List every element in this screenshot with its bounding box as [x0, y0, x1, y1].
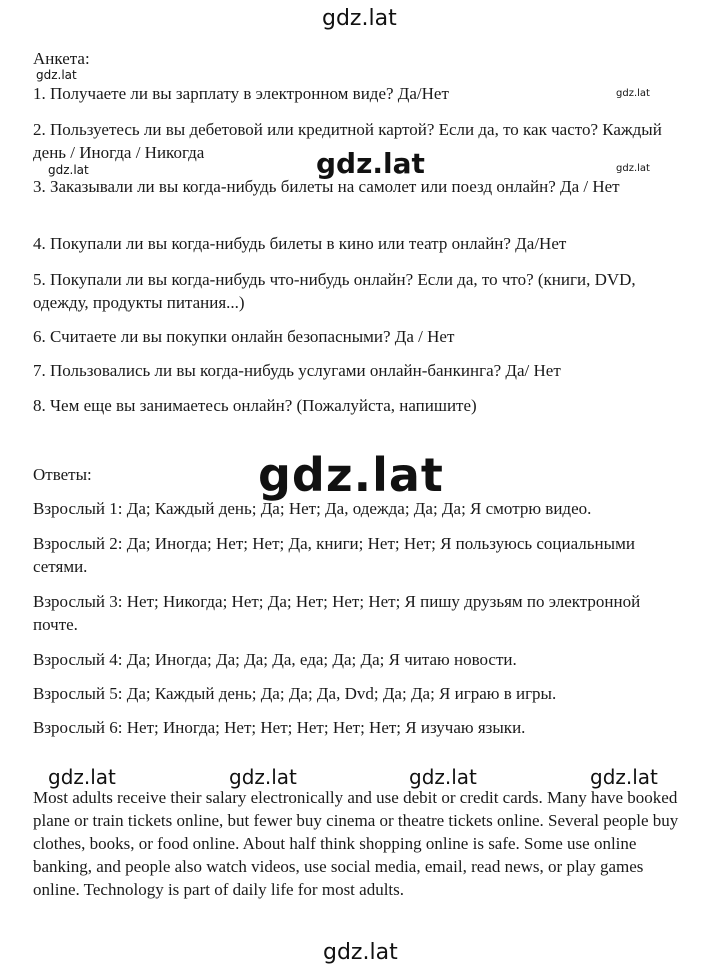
answer-item: Взрослый 2: Да; Иногда; Нет; Нет; Да, книги; Нет; Нет; Я пользуюсь социальными сетями. [33, 534, 635, 576]
summary-paragraph: Most adults receive their salary electronically and use debit or credit cards. Many have booked plane or train tickets online, but fewer buy cinema or theatre tickets online. Several people buy clothes, books, or food online. About half think shopping online is safe. Some use online banking, and people also watch videos, use social media, email, read news, or play games online. Technology is part of daily life for most adults. [33, 788, 679, 899]
survey-question: 6. Считаете ли вы покупки онлайн безопасными? Да / Нет [33, 327, 455, 346]
watermark-small-right: gdz.lat [616, 163, 650, 174]
watermark-top: gdz.lat [322, 6, 397, 31]
survey-question: 4. Покупали ли вы когда-нибудь билеты в кино или театр онлайн? Да/Нет [33, 234, 567, 253]
answer-item: Взрослый 6: Нет; Иногда; Нет; Нет; Нет; Нет; Нет; Я изучаю языки. [33, 718, 526, 737]
watermark-small-right: gdz.lat [616, 88, 650, 99]
watermark-row-item: gdz.lat [409, 765, 477, 789]
watermark-bottom: gdz.lat [323, 940, 398, 965]
answer-item: Взрослый 4: Да; Иногда; Да; Да; Да, еда; Да; Да; Я читаю новости. [33, 650, 517, 669]
survey-question: 5. Покупали ли вы когда-нибудь что-нибудь онлайн? Если да, то что? (книги, DVD, одежду, продукты питания...) [33, 270, 636, 312]
survey-question: 2. Пользуетесь ли вы дебетовой или кредитной картой? Если да, то как часто? Каждый день / Иногда / Никогда [33, 120, 662, 162]
watermark-large: gdz.lat [258, 448, 444, 502]
survey-question: 8. Чем еще вы занимаетесь онлайн? (Пожалуйста, напишите) [33, 396, 477, 415]
watermark-row-item: gdz.lat [229, 765, 297, 789]
answers-heading: Ответы: [33, 465, 92, 484]
answer-item: Взрослый 1: Да; Каждый день; Да; Нет; Да, одежда; Да; Да; Я смотрю видео. [33, 499, 592, 518]
survey-question: 3. Заказывали ли вы когда-нибудь билеты на самолет или поезд онлайн? Да / Нет [33, 177, 620, 196]
watermark-mid: gdz.lat [316, 147, 425, 180]
answer-item: Взрослый 5: Да; Каждый день; Да; Да; Да, Dvd; Да; Да; Я играю в игры. [33, 684, 557, 703]
survey-heading: Анкета: [33, 49, 90, 68]
watermark-row-item: gdz.lat [48, 765, 116, 789]
answer-item: Взрослый 3: Нет; Никогда; Нет; Да; Нет; Нет; Нет; Я пишу друзьям по электронной почте. [33, 592, 641, 634]
survey-question: 1. Получаете ли вы зарплату в электронном виде? Да/Нет [33, 84, 449, 103]
watermark-small: gdz.lat [48, 163, 89, 177]
watermark-small: gdz.lat [36, 68, 77, 82]
survey-question: 7. Пользовались ли вы когда-нибудь услугами онлайн-банкинга? Да/ Нет [33, 361, 561, 380]
watermark-row-item: gdz.lat [590, 765, 658, 789]
